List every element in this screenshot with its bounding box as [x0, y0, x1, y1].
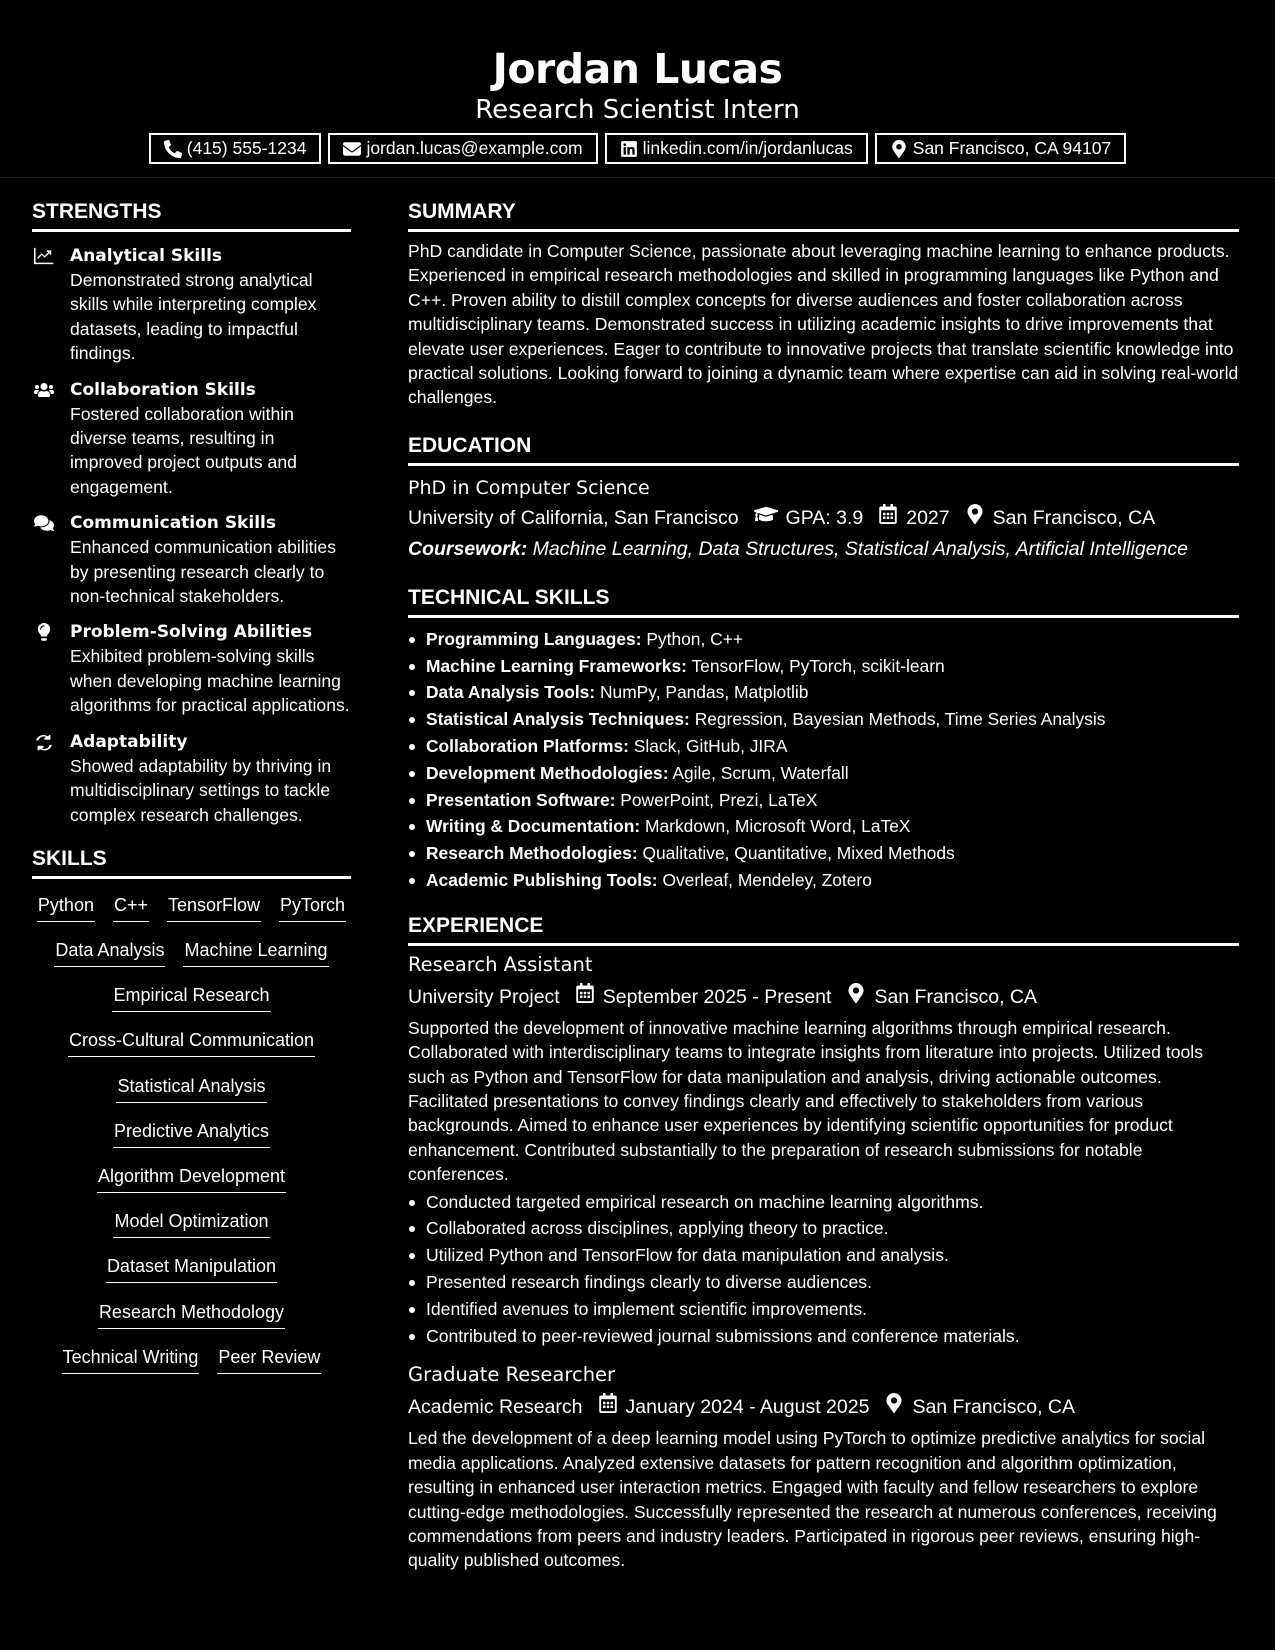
summary-text: PhD candidate in Computer Science, passionate about leveraging machine learning to enhance products. Experienced in empirical research methodologies and skilled in programming languages like Python and C++. Proven ability to distill complex concepts for diverse audiences and foster collaboration across multidisciplinary teams. Demonstrated success in utilizing academic insights to drive improvements that elevate user experiences. Eager to contribute to innovative projects that translate scientific knowledge into practical solutions. Looking forward to joining a dynamic team where expertise can aid in solving real-world challenges. [408, 241, 1239, 408]
degree-title: PhD in Computer Science [408, 476, 650, 499]
graduation-year: 2027 [906, 506, 950, 529]
list-item: Machine Learning Frameworks: TensorFlow, PyTorch, scikit-learn [408, 653, 1239, 680]
strength-title: Problem-Solving Abilities [70, 622, 313, 643]
summary-heading: SUMMARY [408, 196, 1239, 232]
contact-phone[interactable] [149, 133, 322, 164]
skill-tag: TensorFlow [167, 891, 261, 922]
linkedin-icon [620, 140, 638, 158]
resume-header [0, 0, 1275, 178]
list-item: Presented research findings clearly to diverse audiences. [408, 1269, 1239, 1296]
list-item: Utilized Python and TensorFlow for data manipulation and analysis. [408, 1242, 1239, 1269]
users-icon [32, 378, 70, 500]
list-item: Statistical Analysis Techniques: Regression, Bayesian Methods, Time Series Analysis [408, 706, 1239, 733]
school-name: University of California, San Francisco [408, 506, 739, 529]
skill-tag: Peer Review [217, 1343, 321, 1374]
education-location: San Francisco, CA [992, 506, 1156, 529]
list-item: Programming Languages: Python, C++ [408, 626, 1239, 653]
experience-section [408, 910, 1239, 1573]
job-description: Led the development of a deep learning model using PyTorch to optimize predictive analytics for social media applications. Analyzed extensive datasets for pattern recognition and algorithm optimization, resulting in enhanced user interaction metrics. Engaged with faculty and fellow researchers to explore cutting-edge methodologies. Successfully represented the research at numerous conferences, receiving commendations from peers and industry leaders. Participated in rigorous peer reviews, ensuring high-quality published outcomes. [408, 1428, 1217, 1571]
calendar-icon [871, 503, 898, 533]
job-description: Supported the development of innovative machine learning algorithms through empirical research. Collaborated with interdisciplinary teams to integrate insights from literature into projects. Utilized tools such as Python and TensorFlow for data manipulation and analysis, driving actionable outcomes. Facilitated presentations to convey findings clearly and effectively to stakeholders from various backgrounds. Aimed to enhance user experiences by identifying scientific opportunities for product enhancement. Contributed substantially to the preparation of research submissions for notable conferences. [408, 1017, 1204, 1185]
skill-tag: Algorithm Development [97, 1162, 286, 1193]
job-org: Academic Research [408, 1396, 583, 1419]
candidate-title: Research Scientist Intern [475, 95, 800, 125]
list-item: Collaborated across disciplines, applying theory to practice. [408, 1215, 1239, 1242]
strength-title: Adaptability [70, 731, 188, 752]
map-marker-icon [877, 1392, 904, 1422]
skills-section [32, 843, 351, 1388]
skill-tag: Machine Learning [183, 936, 328, 967]
job-bullets [408, 1189, 1239, 1350]
job-location: San Francisco, CA [874, 985, 1037, 1008]
chart-line-icon [32, 244, 70, 366]
strengths-heading: STRENGTHS [32, 196, 351, 232]
strength-desc: Showed adaptability by thriving in multidisciplinary settings to tackle complex research challenges. [70, 755, 332, 825]
technical-skills-list [408, 626, 1239, 894]
list-item: Presentation Software: PowerPoint, Prezi, LaTeX [408, 787, 1239, 814]
technical-skills-heading: TECHNICAL SKILLS [408, 582, 1239, 618]
skill-tag: Python [37, 891, 95, 922]
job-meta [408, 982, 1239, 1012]
contact-email[interactable] [328, 133, 597, 164]
gpa-value: GPA: 3.9 [785, 506, 864, 529]
list-item: Identified avenues to implement scientific improvements. [408, 1296, 1239, 1323]
list-item: Conducted targeted empirical research on machine learning algorithms. [408, 1189, 1239, 1216]
sync-icon [32, 730, 70, 827]
strength-title: Analytical Skills [70, 246, 223, 266]
job-location: San Francisco, CA [912, 1396, 1075, 1419]
map-marker-icon [839, 982, 866, 1012]
coursework-label: Coursework: [408, 537, 528, 560]
strength-desc: Enhanced communication abilities by presenting research clearly to non-technical stakeholders. [70, 537, 337, 607]
comments-icon [32, 511, 70, 608]
list-item: Research Methodologies: Qualitative, Quantitative, Mixed Methods [408, 840, 1239, 867]
education-section [408, 430, 1239, 564]
calendar-icon [591, 1392, 618, 1422]
skill-tag: Dataset Manipulation [106, 1252, 277, 1283]
skill-tag: Technical Writing [62, 1343, 200, 1374]
job-meta [408, 1392, 1239, 1422]
skill-tag: Research Methodology [98, 1298, 285, 1329]
right-column [408, 196, 1239, 1573]
lightbulb-icon [32, 620, 70, 717]
skill-tag: PyTorch [279, 891, 346, 922]
skill-tag: Model Optimization [113, 1207, 269, 1238]
skill-tag: Statistical Analysis [116, 1072, 266, 1103]
contact-location[interactable] [875, 133, 1126, 164]
contact-linkedin[interactable] [605, 133, 868, 164]
skill-tag: Predictive Analytics [113, 1117, 270, 1148]
strengths-list [32, 244, 351, 827]
technical-skills-section [408, 582, 1239, 894]
list-item: Data Analysis Tools: NumPy, Pandas, Matplotlib [408, 679, 1239, 706]
calendar-icon [568, 982, 595, 1012]
education-meta [408, 503, 1239, 533]
envelope-icon [343, 140, 361, 158]
skill-tag: C++ [113, 891, 149, 922]
list-item: Writing & Documentation: Markdown, Microsoft Word, LaTeX [408, 813, 1239, 840]
strength-item [32, 378, 351, 500]
contact-phone-text: (415) 555-1234 [186, 138, 307, 158]
contact-email-text: jordan.lucas@example.com [366, 138, 583, 158]
strength-desc: Demonstrated strong analytical skills while interpreting complex datasets, leading to impactful findings. [70, 270, 317, 364]
left-column [32, 196, 351, 1388]
skill-tag: Data Analysis [54, 936, 165, 967]
list-item: Contributed to peer-reviewed journal submissions and conference materials. [408, 1323, 1239, 1350]
skill-tag: Cross-Cultural Communication [68, 1026, 315, 1057]
contact-linkedin-text: linkedin.com/in/jordanlucas [642, 138, 853, 158]
skills-heading: SKILLS [32, 843, 351, 879]
map-marker-icon [958, 503, 985, 533]
strength-item [32, 244, 351, 366]
phone-icon [164, 140, 182, 158]
job-dates: September 2025 - Present [602, 985, 832, 1008]
job-org: University Project [408, 985, 560, 1008]
job-title: Research Assistant [408, 952, 593, 976]
map-marker-icon [890, 140, 908, 158]
list-item: Academic Publishing Tools: Overleaf, Mendeley, Zotero [408, 867, 1239, 894]
coursework [408, 534, 1239, 564]
job-dates: January 2024 - August 2025 [625, 1396, 870, 1419]
strength-title: Collaboration Skills [70, 379, 256, 400]
job-title: Graduate Researcher [408, 1363, 616, 1387]
job-entry [408, 952, 1239, 1350]
summary-section [408, 196, 1239, 410]
contact-location-text: San Francisco, CA 94107 [912, 138, 1112, 158]
strength-desc: Fostered collaboration within diverse teams, resulting in improved project outputs and engagement. [70, 403, 297, 497]
education-heading: EDUCATION [408, 430, 1239, 466]
strength-title: Communication Skills [70, 513, 276, 534]
experience-heading: EXPERIENCE [408, 910, 1239, 946]
strength-item [32, 511, 351, 608]
list-item: Collaboration Platforms: Slack, GitHub, JIRA [408, 733, 1239, 760]
strength-desc: Exhibited problem-solving skills when developing machine learning algorithms for practical applications. [70, 646, 350, 716]
strength-item [32, 620, 351, 717]
contact-bar [0, 133, 1275, 164]
coursework-list: Machine Learning, Data Structures, Statistical Analysis, Artificial Intelligence [532, 537, 1188, 560]
graduation-cap-icon [747, 503, 778, 533]
skill-tags [32, 891, 351, 1388]
list-item: Development Methodologies: Agile, Scrum, Waterfall [408, 760, 1239, 787]
strength-item [32, 730, 351, 827]
candidate-name: Jordan Lucas [492, 45, 783, 93]
skill-tag: Empirical Research [112, 981, 270, 1012]
job-entry [408, 1362, 1239, 1572]
